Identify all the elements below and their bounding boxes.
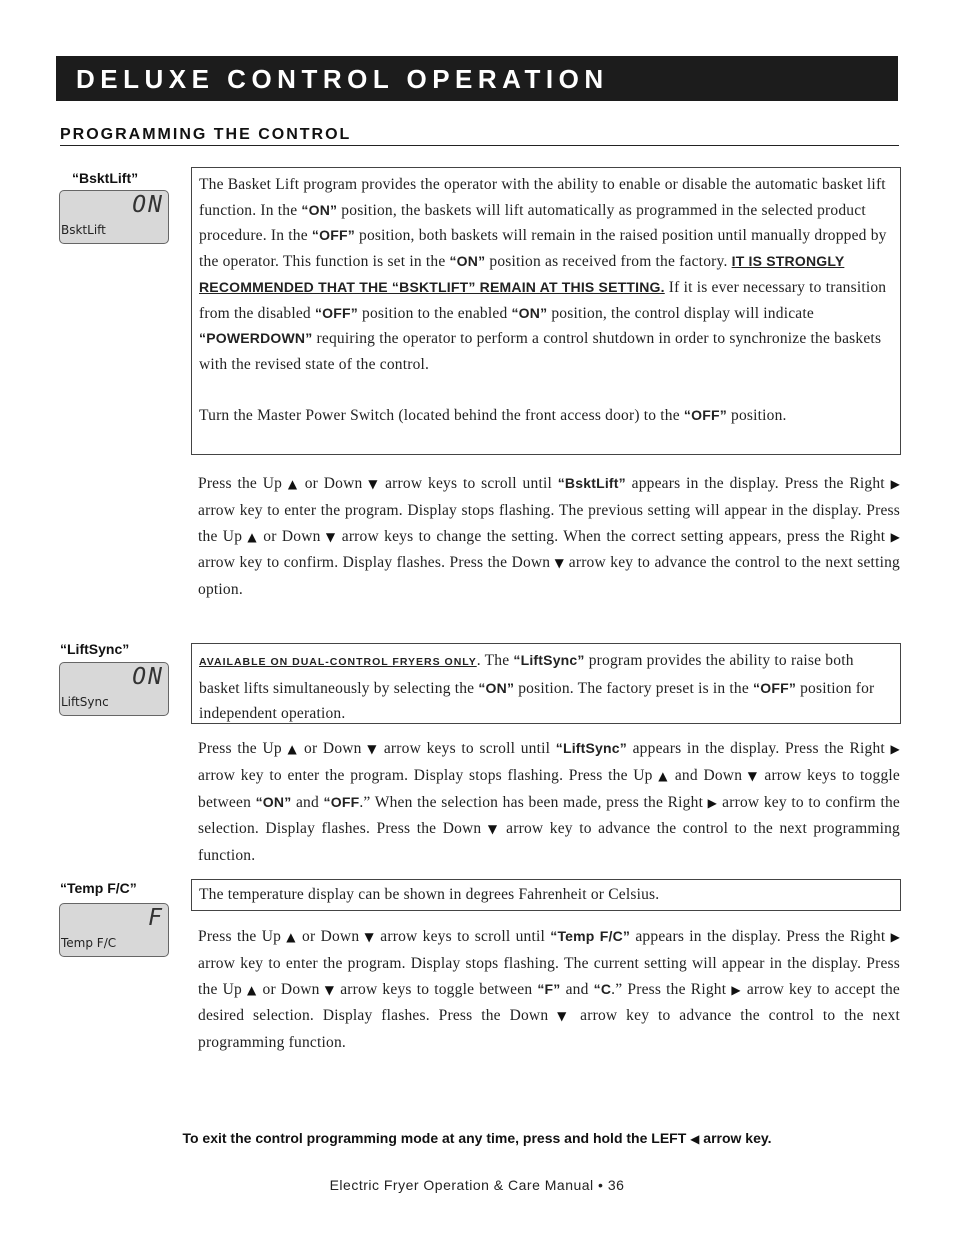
display-name: Temp F/C — [61, 936, 117, 950]
page-footer: Electric Fryer Operation & Care Manual • 36 — [329, 1177, 625, 1193]
header-banner — [56, 56, 898, 101]
page-title: DELUXE CONTROL OPERATION — [76, 64, 609, 94]
section-title: PROGRAMMING THE CONTROL — [60, 126, 352, 143]
down-arrow-icon: ▼ — [487, 822, 500, 837]
liftsync-description-box — [191, 643, 901, 724]
display-value: ON — [132, 664, 164, 690]
up-arrow-icon: ▲ — [658, 768, 670, 783]
right-arrow-icon: ▶ — [890, 930, 900, 944]
left-arrow-icon: ◀ — [690, 1132, 700, 1146]
temp-fc-description-box — [191, 879, 901, 911]
right-arrow-icon: ▶ — [890, 477, 900, 491]
temp-fc-description: The temperature display can be shown in degrees Fahrenheit or Celsius. — [199, 886, 660, 903]
bsktlift-description-box — [191, 167, 901, 455]
right-arrow-icon: ▶ — [731, 982, 742, 997]
right-arrow-icon: ▶ — [890, 529, 900, 544]
recommendation-text: IT IS STRONGLY RECOMMENDED THAT THE “BSKTLIFT” REMAIN AT THIS SETTING. — [199, 253, 845, 295]
exit-note: To exit the control programming mode at any time, press and hold the LEFT ◀ arrow key. — [182, 1130, 772, 1146]
up-arrow-icon: ▲ — [287, 742, 299, 756]
up-arrow-icon: ▲ — [287, 477, 299, 491]
up-arrow-icon: ▲ — [247, 529, 259, 544]
power-switch-note: Turn the Master Power Switch (located behind the front access door) to the “OFF” position. — [199, 407, 787, 425]
right-arrow-icon: ▶ — [707, 795, 718, 810]
bsktlift-label: “BsktLift” — [72, 170, 139, 186]
down-arrow-icon: ▼ — [364, 930, 376, 944]
down-arrow-icon: ▼ — [368, 477, 380, 491]
liftsync-label: “LiftSync” — [60, 641, 130, 657]
down-arrow-icon: ▼ — [325, 529, 337, 544]
bsktlift-instructions: Press the Up ▲ or Down ▼ arrow keys to scroll until “BsktLift” appears in the display. Press the Right ▶ arrow key to enter the program. Display stops flashing. The previous setting will appear in the display. Press the Up ▲ or Down ▼ arrow keys to change the setting. When the correct setting appears, press the Right ▶ arrow key to confirm. Display flashes. Press the Down ▼ arrow key to advance the control to the next setting option. — [198, 475, 900, 599]
down-arrow-icon: ▼ — [324, 982, 336, 997]
up-arrow-icon: ▲ — [247, 982, 258, 997]
liftsync-display — [59, 662, 169, 716]
display-value: ON — [132, 192, 164, 218]
right-arrow-icon: ▶ — [890, 742, 900, 756]
down-arrow-icon: ▼ — [554, 556, 565, 571]
temp-fc-instructions: Press the Up ▲ or Down ▼ arrow keys to scroll until “Temp F/C” appears in the display. Press the Right ▶ arrow key to enter the program. Display stops flashing. The current setting will appear in the display. Press the Up ▲ or Down ▼ arrow keys to toggle between “F” and “C.” Press the Right ▶ arrow key to accept the desired selection. Display flashes. Press the Down ▼ arrow key to advance the control to the next programming function. — [198, 928, 900, 1052]
availability-note: AVAILABLE ON DUAL-CONTROL FRYERS ONLY — [199, 656, 477, 668]
liftsync-instructions: Press the Up ▲ or Down ▼ arrow keys to scroll until “LiftSync” appears in the display. Press the Right ▶ arrow key to enter the program. Display stops flashing. Press the Up ▲ and Down ▼ arrow keys to toggle between “ON” and “OFF.” When the selection has been made, press the Right ▶ arrow key to to confirm the selection. Display flashes. Press the Down ▼ arrow key to advance the control to the next programming function. — [198, 740, 900, 865]
bsktlift-display — [59, 190, 169, 244]
display-name: BsktLift — [61, 223, 106, 237]
temp-fc-display — [59, 903, 169, 957]
bsktlift-description: The Basket Lift program provides the operator with the ability to enable or disable the automatic basket lift function. In the “ON” position, the baskets will lift automatically as programmed in the selected product procedure. In the “OFF” position, both baskets will remain in the raised position until manually dropped by the operator. This function is set in the “ON” position as received from the factory. IT IS STRONGLY RECOMMENDED THAT THE “BSKTLIFT” REMAIN AT THIS SETTING. If it is ever necessary to transition from the disabled “OFF” position to the enabled “ON” position, the control display will indicate “POWERDOWN” requiring the operator to perform a control shutdown in order to synchronize the baskets with the revised state of the control. — [199, 176, 887, 373]
down-arrow-icon: ▼ — [747, 768, 759, 783]
display-value: F — [148, 905, 164, 931]
up-arrow-icon: ▲ — [286, 930, 297, 944]
down-arrow-icon: ▼ — [557, 1009, 572, 1024]
down-arrow-icon: ▼ — [367, 742, 379, 756]
liftsync-description: AVAILABLE ON DUAL-CONTROL FRYERS ONLY. The “LiftSync” program provides the ability to raise both basket lifts simultaneously by selecting the “ON” position. The factory preset is in the “OFF” position for independent operation. — [199, 652, 875, 723]
temp-fc-label: “Temp F/C” — [60, 880, 137, 896]
section-rule — [60, 145, 899, 146]
display-name: LiftSync — [61, 695, 109, 709]
